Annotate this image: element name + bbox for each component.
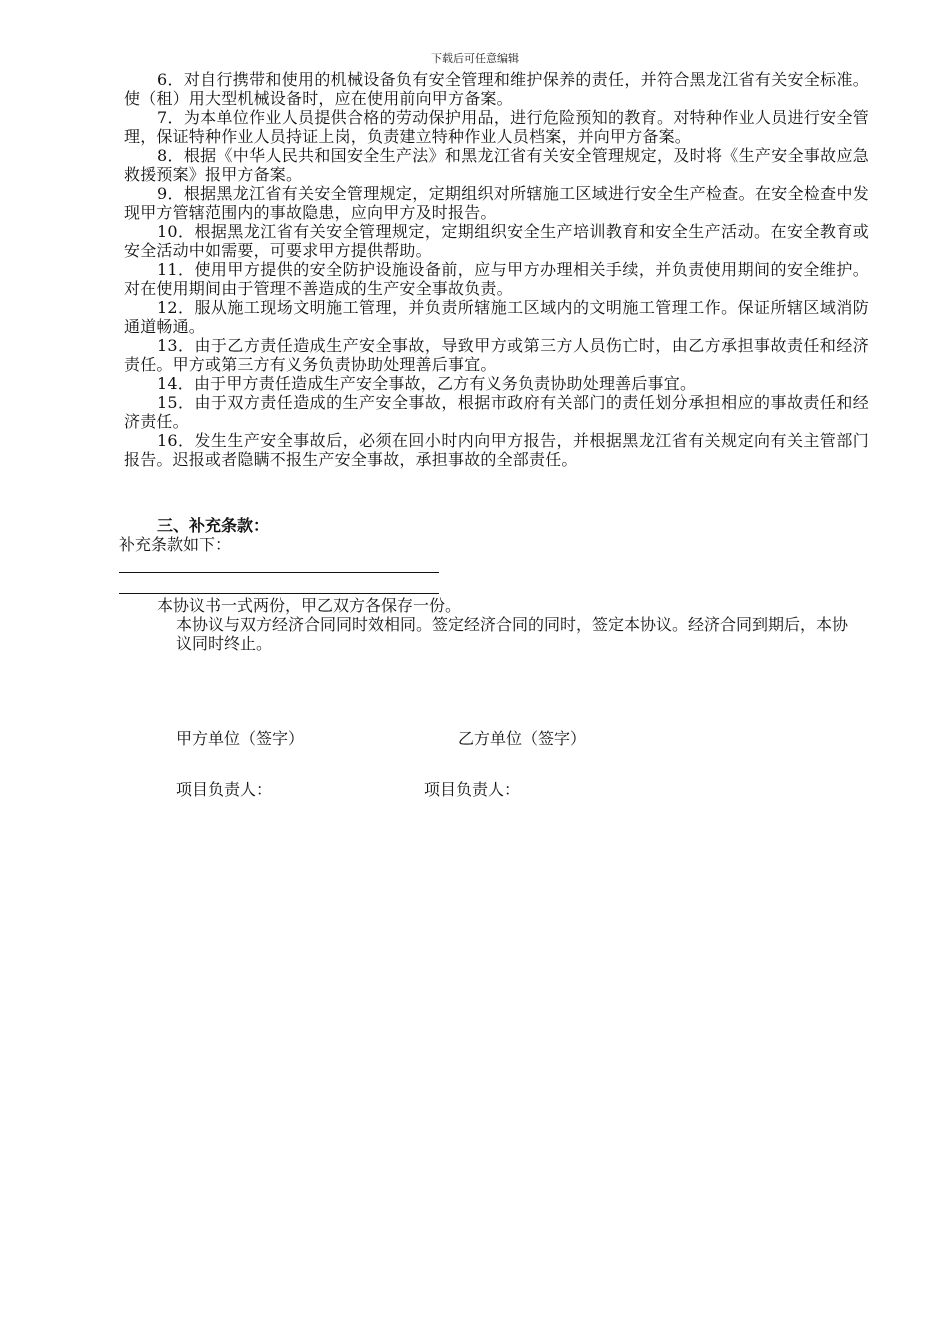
clause-14: 14．由于甲方责任造成生产安全事故，乙方有义务负责协助处理善后事宜。 <box>157 374 697 393</box>
validity-statement: 本协议与双方经济合同同时效相同。签定经济合同的同时，签定本协议。经济合同到期后，本协议同时终止。 <box>176 615 849 653</box>
party-b-unit-signature: 乙方单位（签字） <box>458 729 587 748</box>
clause-6: 6．对自行携带和使用的机械设备负有安全管理和维护保养的责任，并符合黑龙江省有关安全标准。使（租）用大型机械设备时，应在使用前向甲方备案。 <box>124 70 869 108</box>
supplement-blank-line <box>119 593 439 594</box>
clause-11: 11．使用甲方提供的安全防护设施设备前，应与甲方办理相关手续，并负责使用期间的安全维护。对在使用期间由于管理不善造成的生产安全事故负责。 <box>124 260 869 298</box>
party-b-manager-signature: 项目负责人： <box>424 780 521 799</box>
header-note: 下载后可任意编辑 <box>431 52 519 65</box>
clause-8: 8．根据《中华人民共和国安全生产法》和黑龙江省有关安全管理规定，及时将《生产安全事故应急救援预案》报甲方备案。 <box>124 146 869 184</box>
clause-15: 15．由于双方责任造成的生产安全事故，根据市政府有关部门的责任划分承担相应的事故责任和经济责任。 <box>124 393 869 431</box>
clause-16: 16．发生生产安全事故后，必须在回小时内向甲方报告，并根据黑龙江省有关规定向有关主管部门报告。迟报或者隐瞒不报生产安全事故，承担事故的全部责任。 <box>124 431 869 469</box>
clause-10: 10．根据黑龙江省有关安全管理规定，定期组织安全生产培训教育和安全生产活动。在安全教育或安全活动中如需要，可要求甲方提供帮助。 <box>124 222 869 260</box>
clause-13: 13．由于乙方责任造成生产安全事故，导致甲方或第三方人员伤亡时，由乙方承担事故责任和经济责任。甲方或第三方有义务负责协助处理善后事宜。 <box>124 336 869 374</box>
clause-12: 12．服从施工现场文明施工管理，并负责所辖施工区域内的文明施工管理工作。保证所辖区域消防通道畅通。 <box>124 298 869 336</box>
copies-statement: 本协议书一式两份，甲乙双方各保存一份。 <box>157 596 462 615</box>
party-a-unit-signature: 甲方单位（签字） <box>176 729 305 748</box>
clause-9: 9．根据黑龙江省有关安全管理规定，定期组织对所辖施工区域进行安全生产检查。在安全检查中发现甲方管辖范围内的事故隐患，应向甲方及时报告。 <box>124 184 869 222</box>
clause-list <box>124 70 869 469</box>
supplement-intro: 补充条款如下： <box>119 535 232 554</box>
supplement-blank-line <box>119 572 439 573</box>
clause-7: 7．为本单位作业人员提供合格的劳动保护用品，进行危险预知的教育。对特种作业人员进行安全管理，保证特种作业人员持证上岗，负责建立特种作业人员档案，并向甲方备案。 <box>124 108 869 146</box>
party-a-manager-signature: 项目负责人： <box>176 780 273 799</box>
section-title: 三、补充条款： <box>157 516 270 535</box>
